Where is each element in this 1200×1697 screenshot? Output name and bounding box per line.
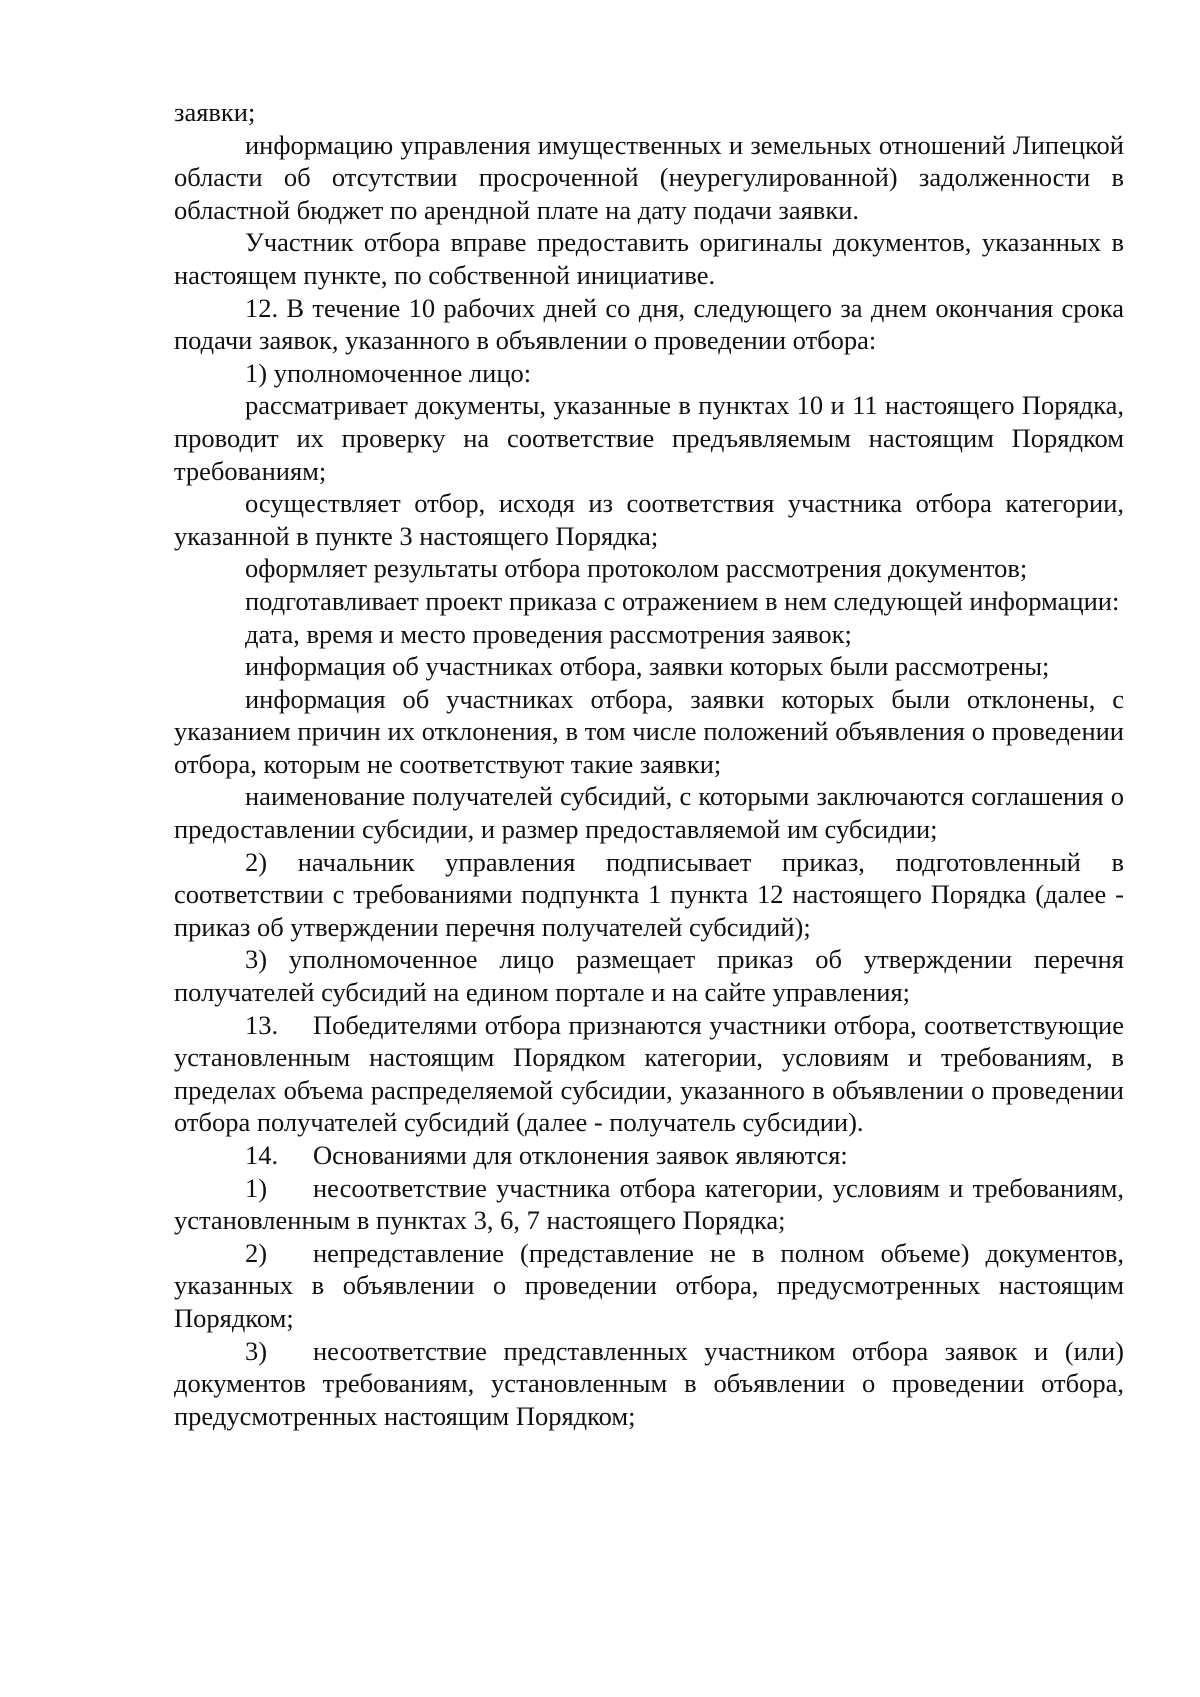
paragraph-continuation: заявки; <box>174 97 256 127</box>
item-text: несоответствие участника отбора категории, условиям и требованиям, установленным в пунктах 3, 6, 7 настоящего Порядка; <box>174 1172 1124 1236</box>
item-number: 13. <box>245 1009 279 1040</box>
paragraph-item-14 <box>174 1139 1124 1172</box>
paragraph-lease-debt-info: информацию управления имущественных и земельных отношений Липецкой области об отсутствии просроченной (неурегулированной) задолженности в областной бюджет по арендной плате на дату подачи заявки. <box>174 129 1124 225</box>
item-text: Основаниями для отклонения заявок являются: <box>313 1140 848 1170</box>
paragraph-rejection-1 <box>174 1172 1124 1237</box>
paragraph-item-13 <box>174 1009 1124 1139</box>
paragraph-recipients-names: наименование получателей субсидий, с которыми заключаются соглашения о предоставлении субсидии, и размер предоставляемой им субсидии; <box>174 781 1124 845</box>
item-number: 3) <box>245 1335 268 1366</box>
paragraph-date-time-place: дата, время и место проведения рассмотрения заявок; <box>245 618 852 649</box>
item-text: непредставление (представление не в полном объеме) документов, указанных в объявлении о проведении отбора, предусмотренных настоящим Порядком; <box>174 1237 1124 1333</box>
paragraph-subitem-3: 3) уполномоченное лицо размещает приказ об утверждении перечня получателей субсидий на едином портале и на сайте управления; <box>174 944 1124 1008</box>
paragraph-rejection-3 <box>174 1335 1124 1433</box>
paragraph-item-12: 12. В течение 10 рабочих дней со дня, следующего за днем окончания срока подачи заявок, указанного в объявлении о проведении отбора: <box>174 292 1124 356</box>
item-number: 2) <box>245 1237 268 1268</box>
paragraph-rejected-participants: информация об участниках отбора, заявки которых были отклонены, с указанием причин их отклонения, в том числе положений объявления о проведении отбора, которым не соответствуют такие заявки; <box>174 683 1124 779</box>
paragraph-records-results: оформляет результаты отбора протоколом рассмотрения документов; <box>245 553 1028 584</box>
item-text: Победителями отбора признаются участники отбора, соответствующие установленным настоящим Порядком категории, условиям и требованиям, в пределах объема распределяемой субсидии, указанного в объявлении о проведении отбора получателей субсидий (далее - получатель субсидии). <box>174 1009 1124 1138</box>
item-number: 1) <box>245 1172 268 1203</box>
document-page <box>174 96 1124 1432</box>
item-number: 14. <box>245 1140 279 1170</box>
paragraph-subitem-1: 1) уполномоченное лицо: <box>245 357 532 388</box>
item-text: несоответствие представленных участником отбора заявок и (или) документов требованиям, установленным в объявлении о проведении отбора, предусмотренных настоящим Порядком; <box>174 1335 1124 1431</box>
paragraph-rejection-2 <box>174 1237 1124 1335</box>
paragraph-performs-selection: осуществляет отбор, исходя из соответствия участника отбора категории, указанной в пункте 3 настоящего Порядка; <box>174 488 1124 551</box>
paragraph-prepares-order: подготавливает проект приказа с отражением в нем следующей информации: <box>245 585 1120 616</box>
paragraph-originals-right: Участник отбора вправе предоставить оригиналы документов, указанных в настоящем пункте, по собственной инициативе. <box>174 227 1124 290</box>
paragraph-subitem-2: 2) начальник управления подписывает приказ, подготовленный в соответствии с требованиями подпункта 1 пункта 12 настоящего Порядка (далее - приказ об утверждении перечня получателей субсидий); <box>174 846 1124 942</box>
paragraph-reviews-documents: рассматривает документы, указанные в пунктах 10 и 11 настоящего Порядка, проводит их проверку на соответствие предъявляемым настоящим Порядком требованиям; <box>174 390 1124 486</box>
paragraph-reviewed-participants: информация об участниках отбора, заявки которых были рассмотрены; <box>245 651 1050 682</box>
